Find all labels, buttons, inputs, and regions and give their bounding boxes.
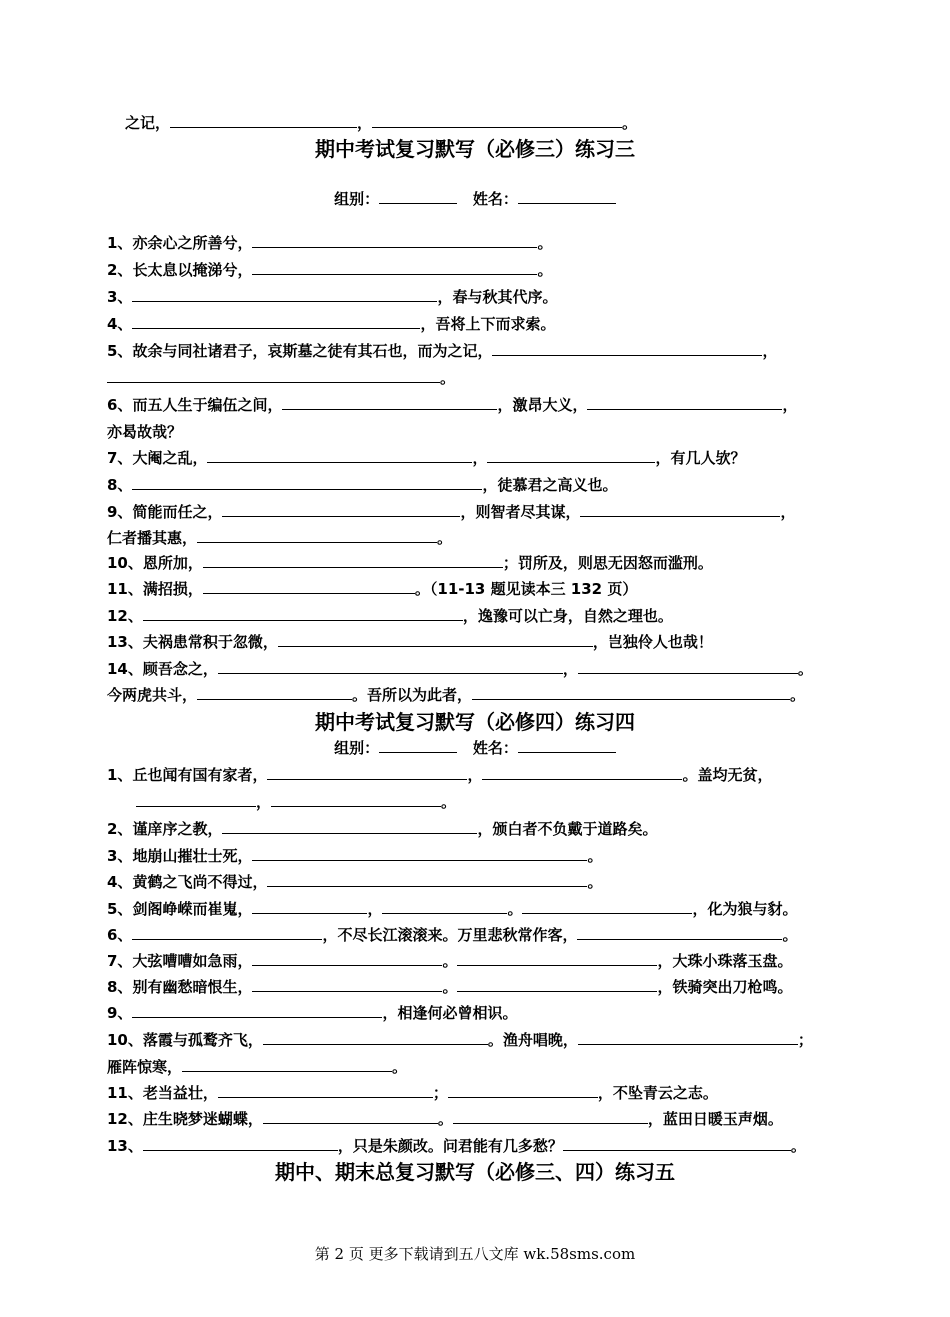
list-item-cont [107,525,850,551]
answer-blank[interactable] [222,817,477,834]
answer-blank[interactable] [382,897,507,914]
list-item [107,816,850,842]
answer-blank[interactable] [457,949,657,966]
text-segment: 8、 [107,978,133,996]
list-item [107,869,850,895]
text-segment: 。 [797,660,813,678]
group-input[interactable] [379,187,457,204]
text-segment: 简能而任之， [132,503,223,521]
text-segment: 。盖均无贫， [682,766,773,784]
answer-blank[interactable] [263,1107,438,1124]
list-item-cont [136,789,850,815]
answer-blank[interactable] [252,949,442,966]
text-segment: 。 [437,529,453,547]
list-item [107,445,850,471]
list-item [107,284,850,310]
text-segment: 8、 [107,476,133,494]
text-segment: 。 [440,369,456,387]
text-segment: ；罚所及，则思无因怒而滥刑。 [502,554,713,572]
list-item [107,499,850,525]
answer-blank[interactable] [252,844,587,861]
answer-blank[interactable] [252,897,367,914]
text-segment: 。 [392,1058,408,1076]
text-segment: 10、 [107,554,143,572]
answer-blank[interactable] [143,1134,338,1151]
text-segment: 3、 [107,847,133,865]
text-segment: 夫祸患常积于忽微， [142,633,278,651]
text-segment: 老当益壮， [142,1084,218,1102]
text-segment: ， [467,766,483,784]
text-segment: ， [562,660,578,678]
answer-blank[interactable] [487,446,655,463]
answer-blank[interactable] [578,1028,798,1045]
text-segment: 亦余心之所善兮， [132,234,253,252]
text-segment: 4、 [107,873,133,891]
group-label: 组别： [334,190,380,208]
text-segment: 故余与同社诸君子，哀斯墓之徒有其石也，而为之记， [132,342,493,360]
text-segment: 大阉之乱， [132,449,208,467]
answer-blank[interactable] [457,975,657,992]
group-label: 组别： [334,739,380,757]
text-segment: 9、 [107,503,133,521]
answer-blank[interactable] [453,1107,648,1124]
text-segment: 亦曷故哉？ [107,423,183,441]
list-item [107,392,850,418]
answer-blank[interactable] [218,1081,433,1098]
text-segment: 长太息以掩涕兮， [132,261,253,279]
text-segment: 6、 [107,396,133,414]
answer-blank[interactable] [197,683,352,700]
text-segment: 别有幽愁暗恨生， [132,978,253,996]
list-item [107,1000,850,1026]
text-segment: 7、 [107,449,133,467]
text-segment: ， [782,396,798,414]
answer-blank[interactable] [136,790,256,807]
text-segment: ，激昂大义， [497,396,588,414]
answer-blank[interactable] [267,870,587,887]
text-segment: 。 [537,234,553,252]
answer-blank[interactable] [252,231,537,248]
answer-blank[interactable] [143,604,463,621]
answer-blank[interactable] [222,500,460,517]
answer-blank[interactable] [170,111,357,128]
text-segment: 。 [587,873,603,891]
text-segment: ，颁白者不负戴于道路矣。 [477,820,658,838]
text-segment: 11、 [107,580,143,598]
section4-group-name-row [0,736,950,760]
text-segment: ， [762,342,778,360]
list-item [107,922,850,948]
text-segment: 12、 [107,1110,143,1128]
text-segment: 。 [442,952,458,970]
list-item [107,550,850,576]
answer-blank[interactable] [203,551,503,568]
answer-blank[interactable] [203,577,415,594]
list-item [107,948,850,974]
text-segment: 9、 [107,1004,133,1022]
list-item [107,1106,850,1132]
text-segment: 。吾所以为此者， [352,686,473,704]
text-segment: 。 [441,793,457,811]
text-segment: 2、 [107,261,133,279]
list-item [107,762,850,788]
answer-blank[interactable] [271,790,441,807]
answer-blank[interactable] [132,923,322,940]
answer-blank[interactable] [448,1081,598,1098]
name-input[interactable] [518,187,616,204]
text-segment: ， [780,503,796,521]
text-segment: 丘也闻有国有家者， [132,766,268,784]
answer-blank[interactable] [267,763,467,780]
text-segment: ，逸豫可以亡身，自然之理也。 [462,607,673,625]
text-segment: ，相逢何必曾相识。 [382,1004,518,1022]
section4-title: 期中考试复习默写（必修四）练习四 [315,710,635,734]
text-segment: 。 [442,978,458,996]
list-item [107,257,850,283]
text-segment: 黄鹤之飞尚不得过， [132,873,268,891]
static-text: 之记， [125,114,171,132]
list-item [107,230,850,256]
text-segment: ，则智者尽其谋， [460,503,581,521]
list-item [107,1080,850,1106]
text-segment: ， [256,793,272,811]
text-segment: 。 [537,261,553,279]
answer-blank[interactable] [207,446,472,463]
answer-blank[interactable] [218,657,563,674]
text-segment: 3、 [107,288,133,306]
text-segment: ，铁骑突出刀枪鸣。 [657,978,793,996]
text-segment: 。 [790,686,806,704]
list-item [107,629,850,655]
list-item [107,311,850,337]
answer-blank[interactable] [132,1001,382,1018]
name-label: 姓名： [472,190,518,208]
text-segment: 。 [507,900,523,918]
page-footer: 第 2 页 更多下载请到五八文库 wk.58sms.com [314,1245,636,1263]
text-segment: 5、 [107,900,133,918]
list-item-cont [107,365,850,391]
text-segment: 剑阁峥嵘而崔嵬， [132,900,253,918]
text-segment: 。（11-13 题见读本三 132 页） [414,580,638,598]
text-segment: 。渔舟唱晚， [487,1031,578,1049]
answer-blank[interactable] [372,111,622,128]
text-segment: 。 [437,1110,453,1128]
text-segment: ， [367,900,383,918]
text-segment: ，吾将上下而求索。 [420,315,556,333]
group-input[interactable] [379,736,457,753]
text-segment: 雁阵惊寒， [107,1058,183,1076]
text-segment: 地崩山摧壮士死， [132,847,253,865]
list-item [107,472,850,498]
text-segment: 。 [587,847,603,865]
list-item [107,974,850,1000]
text-segment: 7、 [107,952,133,970]
list-item [107,576,850,602]
list-item-cont [107,419,850,445]
answer-blank[interactable] [282,393,497,410]
answer-blank[interactable] [252,975,442,992]
list-item [107,1027,850,1053]
text-segment: 4、 [107,315,133,333]
text-segment: 顾吾念之， [142,660,218,678]
text-segment: 。 [782,926,798,944]
text-segment: 庄生晓梦迷蝴蝶， [142,1110,263,1128]
text-segment: ， [472,449,488,467]
text-segment: ，大珠小珠落玉盘。 [657,952,793,970]
answer-blank[interactable] [278,630,593,647]
text-segment: 落霞与孤鹜齐飞， [142,1031,263,1049]
answer-blank[interactable] [578,657,798,674]
text-segment: ，岂独伶人也哉！ [592,633,713,651]
text-segment: ，不坠青云之志。 [597,1084,718,1102]
text-segment: 13、 [107,633,143,651]
text-segment: 12、 [107,607,143,625]
text-segment: 。 [790,1137,806,1155]
text-segment: 大弦嘈嘈如急雨， [132,952,253,970]
section3-title: 期中考试复习默写（必修三）练习三 [315,137,635,161]
text-segment: 10、 [107,1031,143,1049]
answer-blank[interactable] [482,763,682,780]
text-segment: ，不尽长江滚滚来。万里悲秋常作客， [322,926,578,944]
text-segment: ； [432,1084,448,1102]
list-item [107,896,850,922]
text-segment: 2、 [107,820,133,838]
text-segment: 满招损， [142,580,203,598]
text-segment: 今两虎共斗， [107,686,198,704]
answer-blank[interactable] [522,897,692,914]
text-segment: 谨庠序之教， [132,820,223,838]
text-segment: 仁者播其惠， [107,529,198,547]
answer-blank[interactable] [563,1134,791,1151]
list-item [107,1133,850,1159]
text-segment: 11、 [107,1084,143,1102]
text-segment: ，蓝田日暖玉声烟。 [647,1110,783,1128]
answer-blank[interactable] [197,526,437,543]
text-segment: ，徒慕君之高义也。 [482,476,618,494]
section5-title: 期中、期末总复习默写（必修三、四）练习五 [275,1160,675,1184]
answer-blank[interactable] [263,1028,488,1045]
top-line [125,110,850,136]
text-segment: 5、 [107,342,133,360]
answer-blank[interactable] [132,312,420,329]
text-segment: 而五人生于编伍之间， [132,396,283,414]
answer-blank[interactable] [472,683,790,700]
text-segment: ，春与秋其代序。 [437,288,558,306]
answer-blank[interactable] [132,473,482,490]
name-input[interactable] [518,736,616,753]
answer-blank[interactable] [580,500,780,517]
answer-blank[interactable] [492,339,762,356]
static-text: 。 [622,114,638,132]
answer-blank[interactable] [577,923,782,940]
answer-blank[interactable] [252,258,537,275]
text-segment: 13、 [107,1137,143,1155]
text-segment: 1、 [107,234,133,252]
text-segment: ，只是朱颜改。问君能有几多愁？ [337,1137,563,1155]
text-segment: 恩所加， [142,554,203,572]
section3-group-name-row [0,187,950,211]
list-item [107,338,850,364]
answer-blank[interactable] [132,285,437,302]
text-segment: 6、 [107,926,133,944]
text-segment: ； [797,1031,813,1049]
static-text: ， [357,114,373,132]
answer-blank[interactable] [182,1055,392,1072]
answer-blank[interactable] [587,393,782,410]
text-segment: ，化为狼与豺。 [692,900,798,918]
answer-blank[interactable] [107,366,440,383]
text-segment: 14、 [107,660,143,678]
list-item-cont [107,682,850,708]
name-label: 姓名： [472,739,518,757]
text-segment: 1、 [107,766,133,784]
list-item-cont [107,1054,850,1080]
list-item [107,656,850,682]
list-item [107,843,850,869]
text-segment: ，有几人欤？ [655,449,746,467]
list-item [107,603,850,629]
